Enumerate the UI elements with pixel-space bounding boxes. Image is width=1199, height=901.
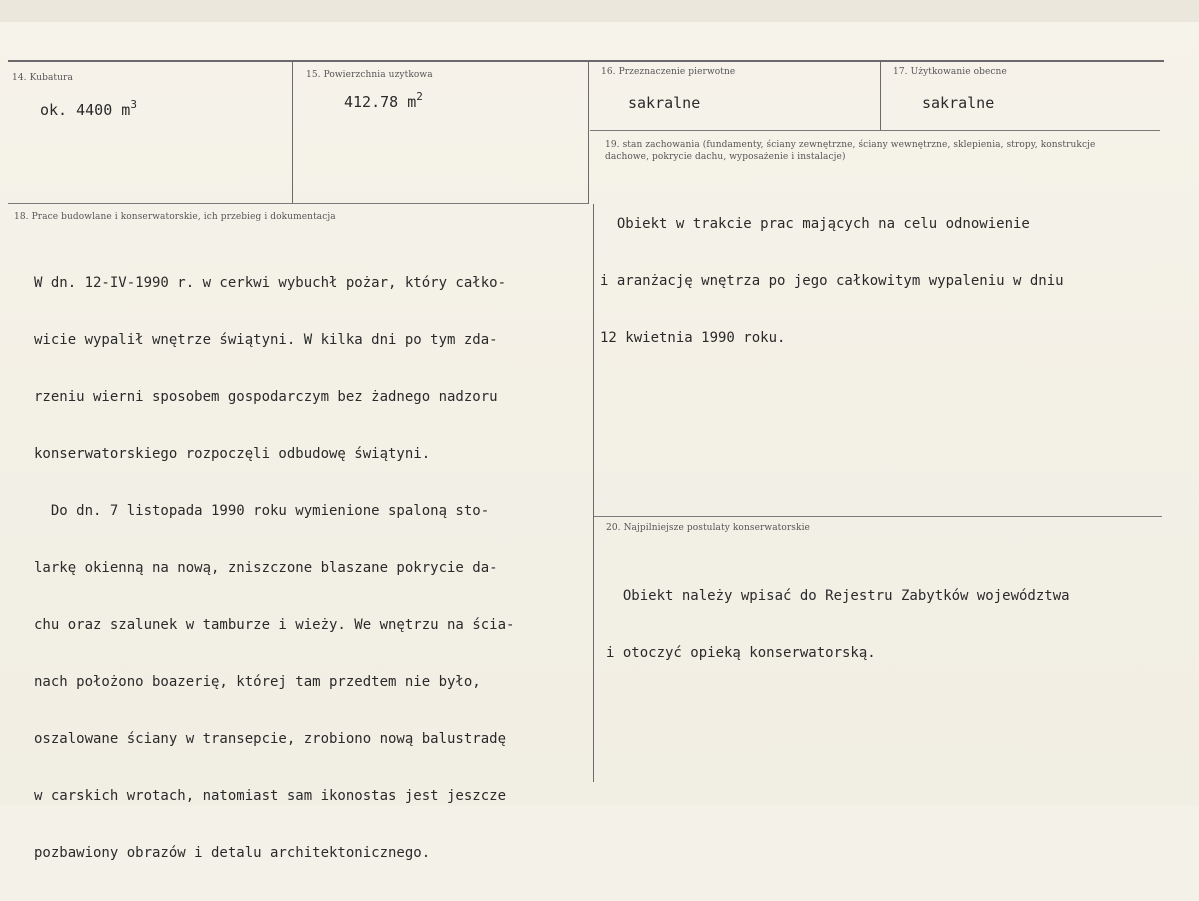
field-15-label: 15. Powierzchnia uzytkowa	[306, 70, 433, 80]
top-rule	[8, 60, 1164, 62]
rule-under-14-15	[8, 203, 588, 204]
field-20-label: 20. Najpilniejsze postulaty konserwatorskie	[606, 523, 810, 533]
field-18-label: 18. Prace budowlane i konserwatorskie, ich przebieg i dokumentacja	[14, 212, 336, 222]
field-20-line: i otoczyć opieką konserwatorską.	[606, 645, 876, 661]
divider-center	[588, 62, 589, 204]
rule-above-20	[594, 516, 1162, 517]
card-top-edge	[0, 0, 1199, 22]
field-17-value: sakralne	[922, 94, 995, 112]
field-19-line: Obiekt w trakcie prac mających na celu odnowienie	[600, 216, 1030, 232]
field-18-line: nach położono boazerię, której tam przedtem nie było,	[34, 674, 481, 690]
field-14-label: 14. Kubatura	[12, 73, 73, 83]
field-20-line: Obiekt należy wpisać do Rejestru Zabytków województwa	[606, 588, 1070, 604]
field-18-text	[34, 236, 514, 901]
field-18-line: oszalowane ściany w transepcie, zrobiono nową balustradę	[34, 731, 507, 747]
field-18-line: larkę okienną na nową, zniszczone blaszane pokrycie da-	[34, 560, 498, 576]
field-18-line: wicie wypalił wnętrze świątyni. W kilka dni po tym zda-	[34, 332, 498, 348]
field-16-value: sakralne	[628, 94, 701, 112]
field-16-label: 16. Przeznaczenie pierwotne	[601, 67, 736, 77]
field-18-line: Do dn. 7 listopada 1990 roku wymienione spaloną sto-	[34, 503, 490, 519]
divider-14-15	[292, 62, 293, 203]
divider-center-lower	[593, 204, 594, 782]
field-19-line: i aranżację wnętrza po jego całkowitym wypaleniu w dniu	[600, 273, 1064, 289]
field-19-line: 12 kwietnia 1990 roku.	[600, 330, 786, 346]
field-18-line: rzeniu wierni sposobem gospodarczym bez żadnego nadzoru	[34, 389, 498, 405]
field-18-line: W dn. 12-IV-1990 r. w cerkwi wybuchł pożar, który całko-	[34, 275, 507, 291]
field-19-label: 19. stan zachowania (fundamenty, ściany zewnętrzne, ściany wewnętrzne, sklepienia, stropy, konstrukcje dachowe, pokrycie dachu, wyposażenie i instalacje)	[605, 140, 1096, 162]
divider-16-17	[880, 62, 881, 130]
field-19-text	[600, 177, 1064, 386]
field-17-label: 17. Użytkowanie obecne	[893, 67, 1007, 77]
field-18-line: w carskich wrotach, natomiast sam ikonostas jest jeszcze	[34, 788, 507, 804]
field-18-line: konserwatorskiego rozpoczęli odbudowę świątyni.	[34, 446, 431, 462]
field-20-text	[606, 549, 1070, 701]
field-18-line: chu oraz szalunek w tamburze i wieży. We wnętrzu na ścia-	[34, 617, 515, 633]
field-15-value: 412.78 $m^2$	[344, 90, 423, 111]
field-14-value: ok. 4400 $m^3$	[40, 98, 137, 119]
rule-under-16-17	[590, 130, 1160, 131]
field-18-line: pozbawiony obrazów i detalu architektonicznego.	[34, 845, 431, 861]
